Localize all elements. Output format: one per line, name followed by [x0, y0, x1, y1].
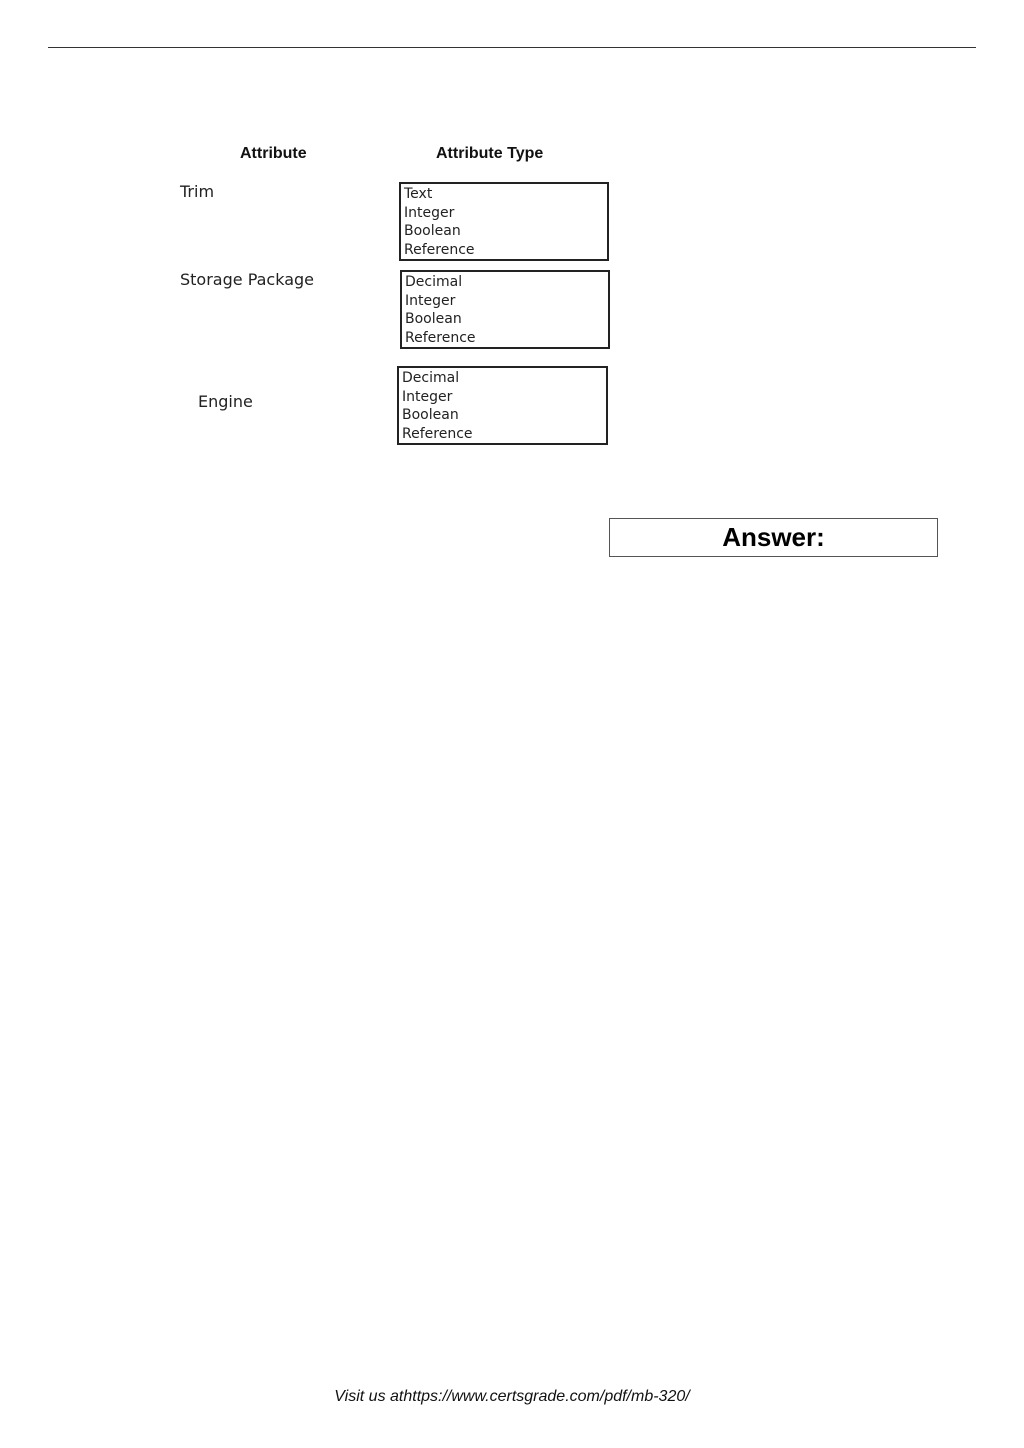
- listbox-option[interactable]: Text: [404, 186, 433, 202]
- trim-type-listbox[interactable]: [399, 182, 609, 261]
- listbox-option[interactable]: Integer: [402, 388, 453, 405]
- listbox-option[interactable]: Reference: [402, 425, 473, 442]
- listbox-option[interactable]: Decimal: [402, 370, 460, 386]
- attribute-label-trim: Trim: [180, 182, 215, 201]
- column-header-attribute: Attribute: [240, 145, 307, 162]
- listbox-option[interactable]: Decimal: [405, 274, 463, 290]
- listbox-option[interactable]: Boolean: [402, 407, 459, 423]
- header-divider: [48, 47, 976, 48]
- listbox-option[interactable]: Reference: [405, 329, 476, 346]
- listbox-option[interactable]: Boolean: [405, 311, 462, 327]
- answer-label: Answer:: [722, 522, 825, 552]
- storage-package-type-listbox[interactable]: [400, 270, 610, 349]
- listbox-option[interactable]: Boolean: [404, 223, 461, 239]
- attribute-label-storage-package: Storage Package: [180, 270, 315, 289]
- engine-type-listbox[interactable]: [397, 366, 608, 445]
- listbox-option[interactable]: Reference: [404, 241, 475, 258]
- footer-link-text: Visit us athttps://www.certsgrade.com/pdf/mb-320/: [334, 1388, 690, 1405]
- answer-box: [609, 518, 938, 557]
- column-header-attribute-type: Attribute Type: [436, 145, 544, 162]
- listbox-option[interactable]: Integer: [404, 204, 455, 221]
- listbox-option[interactable]: Integer: [405, 292, 456, 309]
- attribute-label-engine: Engine: [198, 392, 253, 411]
